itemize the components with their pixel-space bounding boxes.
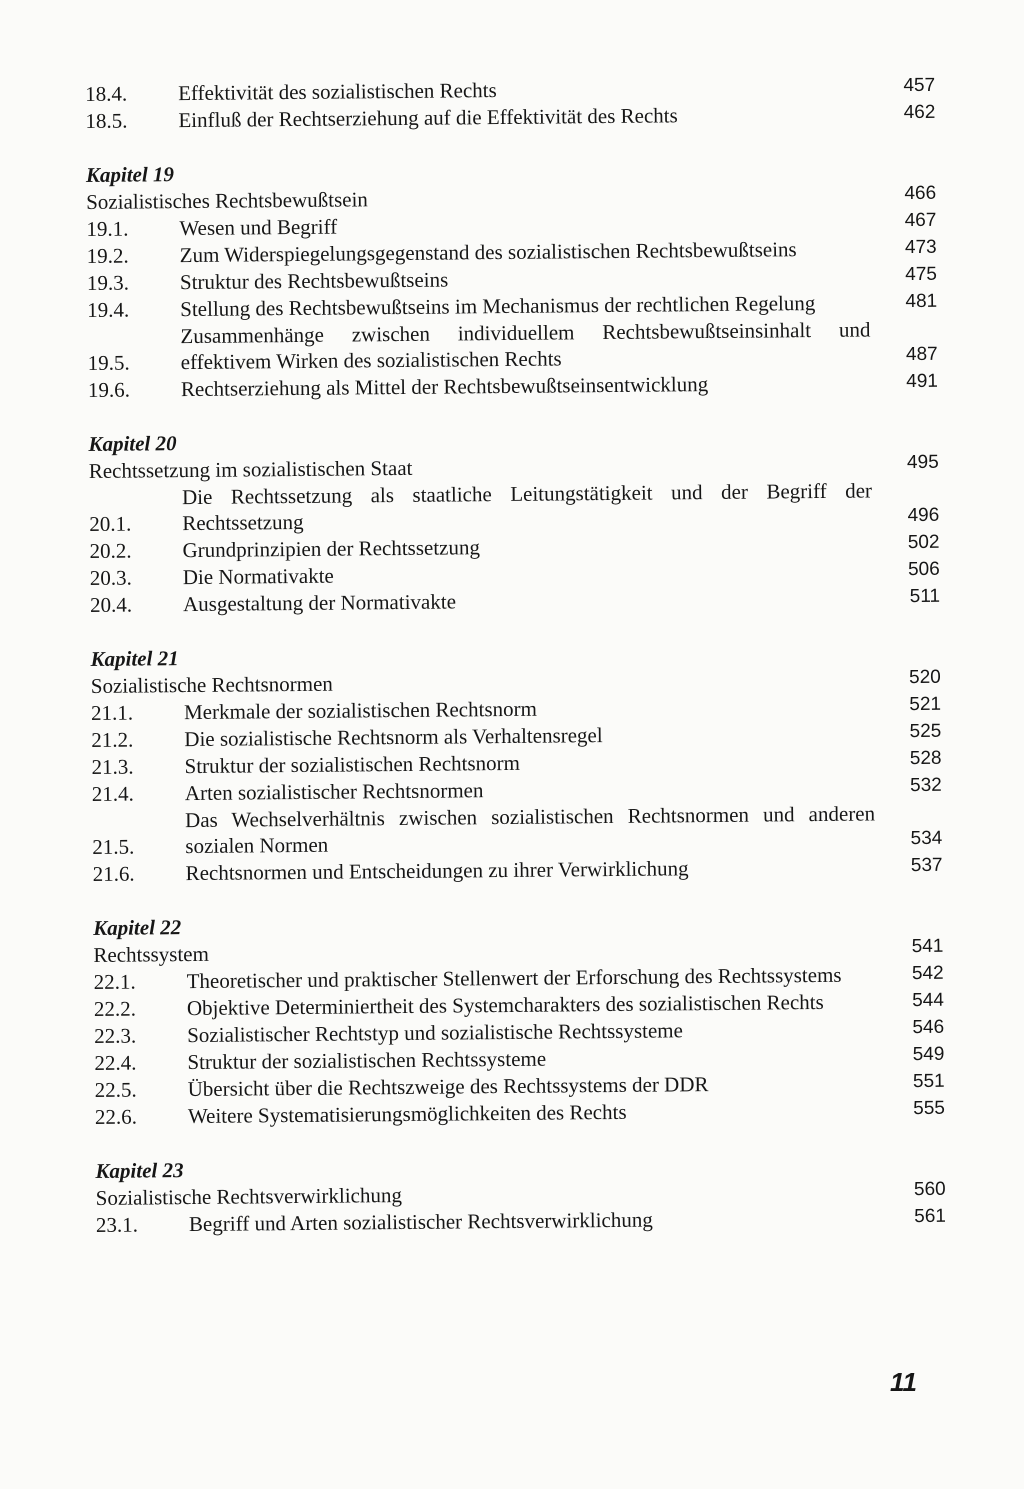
- toc-entry: [89, 477, 939, 537]
- entry-number: 21.4.: [91, 781, 134, 806]
- toc-section: [95, 1150, 946, 1238]
- entry-number: 21.1.: [90, 700, 134, 725]
- entry-number: 19.5.: [87, 350, 130, 375]
- entry-number: 20.4.: [89, 592, 133, 617]
- entry-title: Stellung des Rechtsbewußtseins im Mechanismus der rechtlichen Regelung: [180, 291, 816, 322]
- entry-number: 19.1.: [86, 216, 129, 241]
- toc-entry: [87, 316, 937, 376]
- entry-page-number: 534: [910, 827, 943, 850]
- entry-title: Rechtserziehung als Mittel der Rechtsbewußtseinsentwicklung: [180, 372, 709, 402]
- entry-title: Grundprinzipien der Rechtssetzung: [182, 535, 481, 563]
- entry-page-number: 467: [904, 209, 937, 232]
- entry-page-number: 511: [909, 585, 941, 608]
- entry-number: 22.5.: [94, 1077, 137, 1102]
- entry-page-number: 462: [903, 101, 936, 124]
- toc-section: [88, 423, 940, 618]
- entry-title: Die Rechtssetzung als staatliche Leitungstätigkeit und der Begriff der Rechtssetzung: [181, 478, 873, 536]
- entry-number: 21.3.: [91, 754, 134, 779]
- entry-title: Die sozialistische Rechtsnorm als Verhaltensregel: [184, 723, 603, 752]
- entry-title: Rechtsnormen und Entscheidungen zu ihrer Verwirklichung: [185, 856, 689, 886]
- entry-title: Struktur des Rechtsbewußtseins: [179, 267, 449, 295]
- entry-page-number: 481: [905, 290, 938, 313]
- entry-number: 20.1.: [89, 511, 132, 536]
- entry-page-number: 546: [912, 1016, 945, 1039]
- entry-page-number: 491: [906, 370, 939, 393]
- entry-page-number: 551: [912, 1070, 945, 1093]
- chapter-label: Kapitel 22: [93, 915, 182, 940]
- entry-page-number: 528: [909, 747, 942, 770]
- chapter-page-number: 560: [913, 1178, 946, 1201]
- entry-page-number: 473: [904, 236, 937, 259]
- entry-title: Theoretischer und praktischer Stellenwert der Erforschung des Rechtssystems: [186, 962, 842, 994]
- chapter-title: Rechtssetzung im sozialistischen Staat: [88, 455, 413, 483]
- toc-entry: [92, 800, 942, 860]
- entry-number: 22.2.: [93, 996, 137, 1021]
- entry-number: 20.2.: [89, 538, 132, 563]
- entry-title: Übersicht über die Rechtszweige des Rechtssystems der DDR: [187, 1072, 709, 1102]
- page-number: 11: [890, 1367, 917, 1397]
- entry-page-number: 537: [910, 854, 943, 877]
- entry-number: 20.3.: [89, 565, 132, 590]
- chapter-title: Rechtssystem: [93, 941, 210, 967]
- entry-title: Objektive Determiniertheit des Systemcharakters des sozialistischen Rechts: [186, 989, 824, 1021]
- entry-number: 22.3.: [94, 1023, 137, 1048]
- entry-page-number: 542: [911, 962, 944, 985]
- chapter-label: Kapitel 23: [95, 1158, 184, 1183]
- entry-page-number: 532: [910, 774, 942, 797]
- entry-number: 19.6.: [87, 377, 131, 402]
- entry-page-number: 487: [905, 343, 938, 366]
- table-of-contents: [85, 72, 946, 1266]
- entry-page-number: 561: [914, 1205, 947, 1228]
- entry-title: Begriff und Arten sozialistischer Rechtsverwirklichung: [188, 1207, 653, 1237]
- toc-section: [86, 154, 938, 403]
- chapter-title: Sozialistisches Rechtsbewußtsein: [86, 187, 368, 214]
- chapter-label: Kapitel 20: [88, 431, 177, 456]
- entry-page-number: 555: [913, 1097, 946, 1120]
- toc-section: [90, 638, 942, 887]
- entry-number: 23.1.: [95, 1212, 139, 1237]
- entry-title: Das Wechselverhältnis zwischen sozialistischen Rechtsnormen und anderen sozialen Normen: [184, 801, 876, 859]
- chapter-label: Kapitel 19: [85, 162, 175, 187]
- toc-section: [93, 907, 945, 1130]
- chapter-page-number: 466: [904, 182, 937, 205]
- entry-number: 21.2.: [91, 727, 134, 752]
- chapter-title: Sozialistische Rechtsnormen: [90, 671, 333, 698]
- entry-title: Arten sozialistischer Rechtsnormen: [184, 778, 484, 806]
- entry-number: 22.4.: [94, 1050, 137, 1075]
- entry-number: 21.5.: [92, 834, 135, 859]
- entry-title: Einfluß der Rechtserziehung auf die Effektivität des Rechts: [178, 103, 678, 133]
- entry-title: Zusammenhänge zwischen individuellem Rechtsbewußtseinsinhalt und effektivem Wirken des sozialistischen Rechts: [180, 317, 871, 375]
- entry-title: Sozialistischer Rechtstyp und sozialistische Rechtssysteme: [187, 1018, 684, 1048]
- chapter-title: Sozialistische Rechtsverwirklichung: [95, 1183, 403, 1210]
- chapter-page-number: 495: [906, 451, 939, 474]
- entry-number: 19.4.: [87, 297, 130, 322]
- entry-title: Merkmale der sozialistischen Rechtsnorm: [183, 696, 537, 725]
- toc-section: [85, 73, 935, 134]
- entry-number: 19.2.: [86, 243, 129, 268]
- entry-title: Struktur der sozialistischen Rechtsnorm: [184, 750, 521, 779]
- entry-page-number: 525: [909, 720, 942, 743]
- entry-title: Struktur der sozialistischen Rechtssysteme: [187, 1046, 547, 1075]
- entry-title: Die Normativakte: [182, 563, 334, 590]
- entry-title: Ausgestaltung der Normativakte: [182, 589, 457, 617]
- entry-page-number: 475: [905, 263, 938, 286]
- chapter-page-number: 541: [911, 935, 944, 958]
- entry-page-number: 506: [907, 558, 940, 581]
- entry-page-number: 521: [909, 693, 942, 716]
- entry-number: 22.6.: [94, 1104, 138, 1129]
- entry-number: 21.6.: [92, 861, 135, 886]
- entry-page-number: 457: [903, 74, 936, 97]
- entry-number: 18.4.: [85, 81, 128, 106]
- entry-number: 22.1.: [93, 969, 136, 994]
- entry-page-number: 496: [907, 504, 940, 527]
- chapter-label: Kapitel 21: [90, 646, 179, 671]
- chapter-page-number: 520: [908, 666, 941, 689]
- entry-page-number: 502: [907, 531, 940, 554]
- entry-title: Zum Widerspiegelungsgegenstand des sozialistischen Rechtsbewußtseins: [179, 237, 797, 268]
- entry-page-number: 544: [912, 989, 944, 1012]
- entry-title: Effektivität des sozialistischen Rechts: [178, 78, 497, 106]
- entry-title: Wesen und Begriff: [179, 214, 338, 241]
- entry-number: 18.5.: [85, 108, 128, 133]
- entry-number: 19.3.: [86, 270, 130, 295]
- entry-title: Weitere Systematisierungsmöglichkeiten des Rechts: [187, 1099, 627, 1129]
- entry-page-number: 549: [912, 1043, 945, 1066]
